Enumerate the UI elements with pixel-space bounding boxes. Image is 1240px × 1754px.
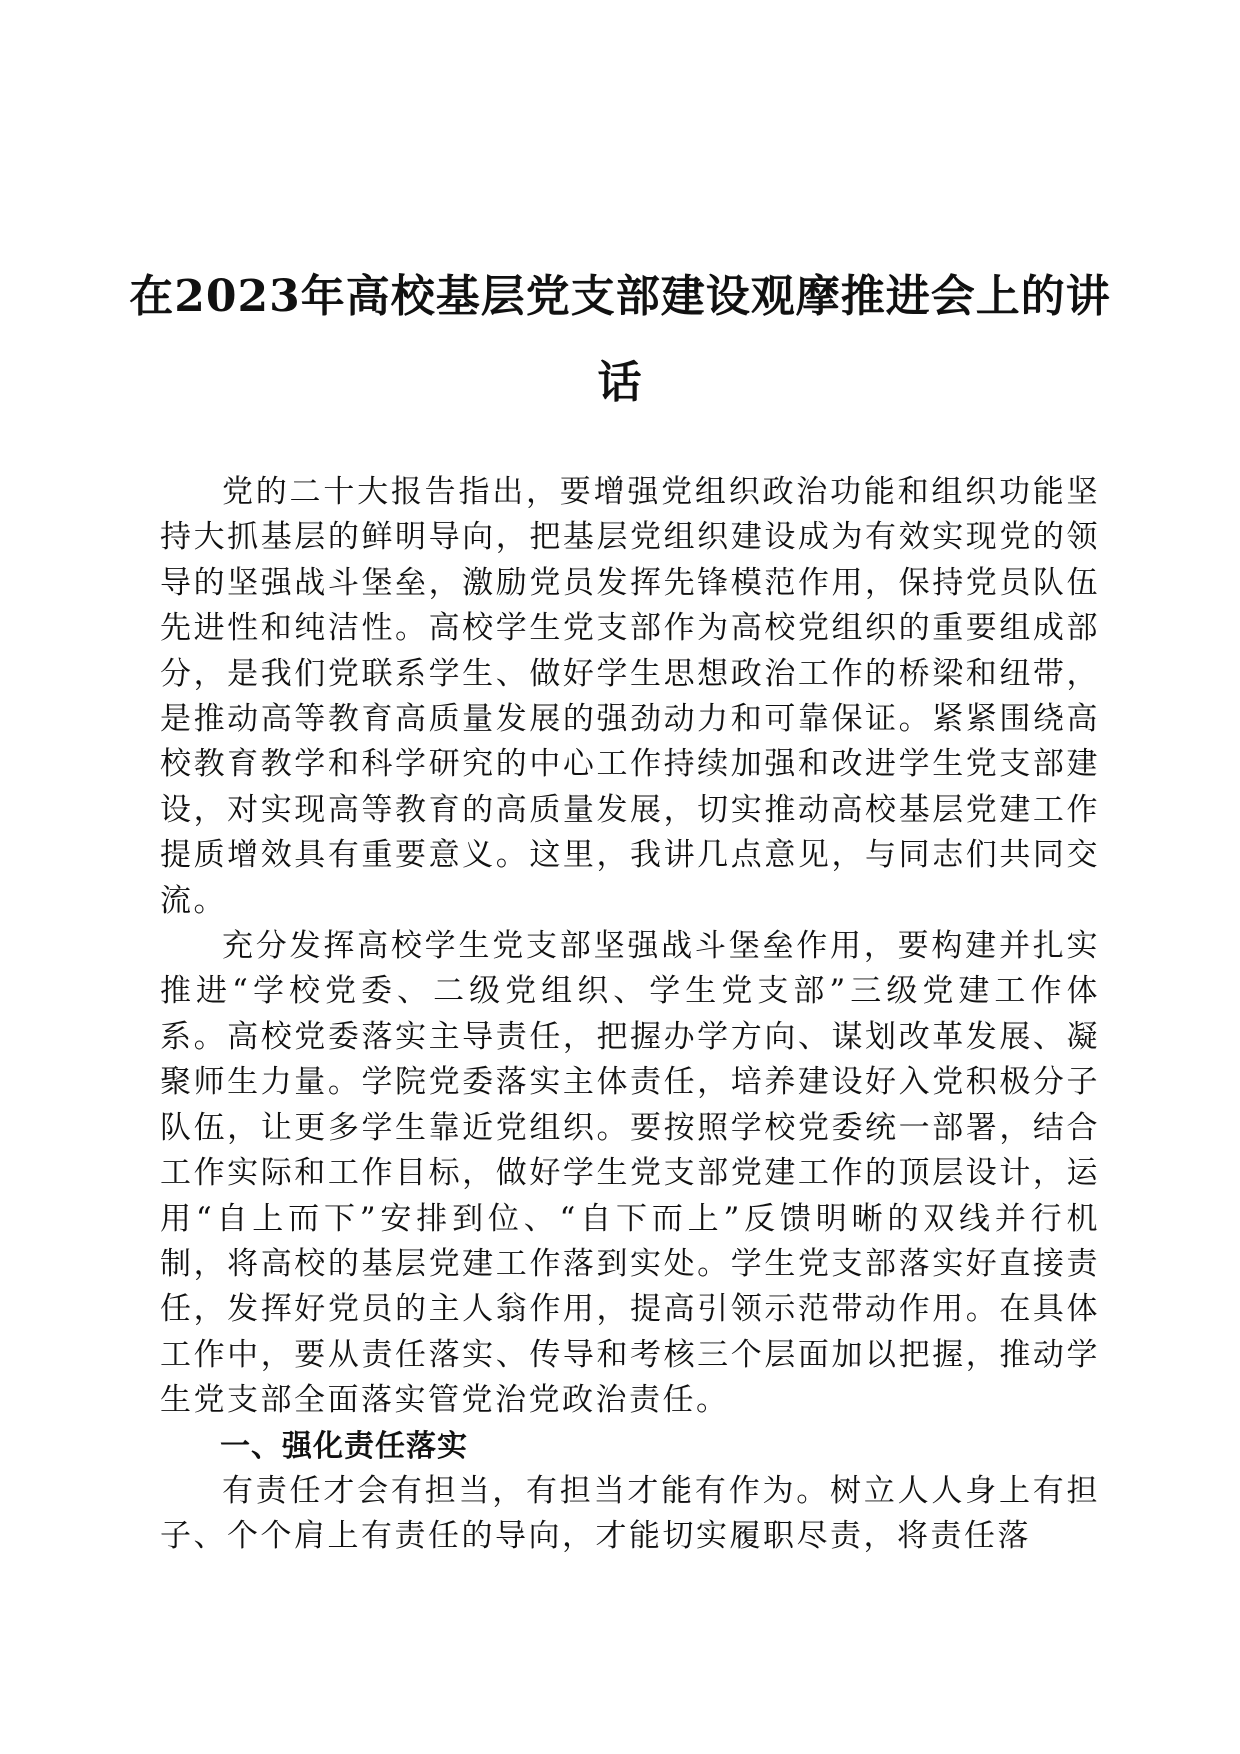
paragraph-system: 充分发挥高校学生党支部坚强战斗堡垒作用，要构建并扎实推进“学校党委、二级党组织、学生党支部”三级党建工作体系。高校党委落实主导责任，把握办学方向、谋划改革发展、凝聚师生力量。学院党委落实主体责任，培养建设好入党积极分子队伍，让更多学生靠近党组织。要按照学校党委统一部署，结合工作实际和工作目标，做好学生党支部党建工作的顶层设计，运用“自上而下”安排到位、“自下而上”反馈明晰的双线并行机制，将高校的基层党建工作落到实处。学生党支部落实好直接责任，发挥好党员的主人翁作用，提高引领示范带动作用。在具体工作中，要从责任落实、传导和考核三个层面加以把握，推动学生党支部全面落实管党治党政治责任。 [160,928,1100,1419]
document-body [160,470,1100,1560]
document-title: 在2023年高校基层党支部建设观摩推进会上的讲话 [129,271,1111,409]
paragraph-intro: 党的二十大报告指出，要增强党组织政治功能和组织功能坚持大抓基层的鲜明导向，把基层党组织建设成为有效实现党的领导的坚强战斗堡垒，激励党员发挥先锋模范作用，保持党员队伍先进性和纯洁性。高校学生党支部作为高校党组织的重要组成部分，是我们党联系学生、做好学生思想政治工作的桥梁和纽带，是推动高等教育高质量发展的强劲动力和可靠保证。紧紧围绕高校教育教学和科学研究的中心工作持续加强和改进学生党支部建设，对实现高等教育的高质量发展，切实推动高校基层党建工作提质增效具有重要意义。这里，我讲几点意见，与同志们共同交流。 [160,474,1100,919]
paragraph-section-one: 有责任才会有担当，有担当才能有作为。树立人人身上有担子、个个肩上有责任的导向，才能切实履职尽责，将责任落 [160,1472,1100,1555]
section-heading: 一、强化责任落实 [220,1428,468,1464]
